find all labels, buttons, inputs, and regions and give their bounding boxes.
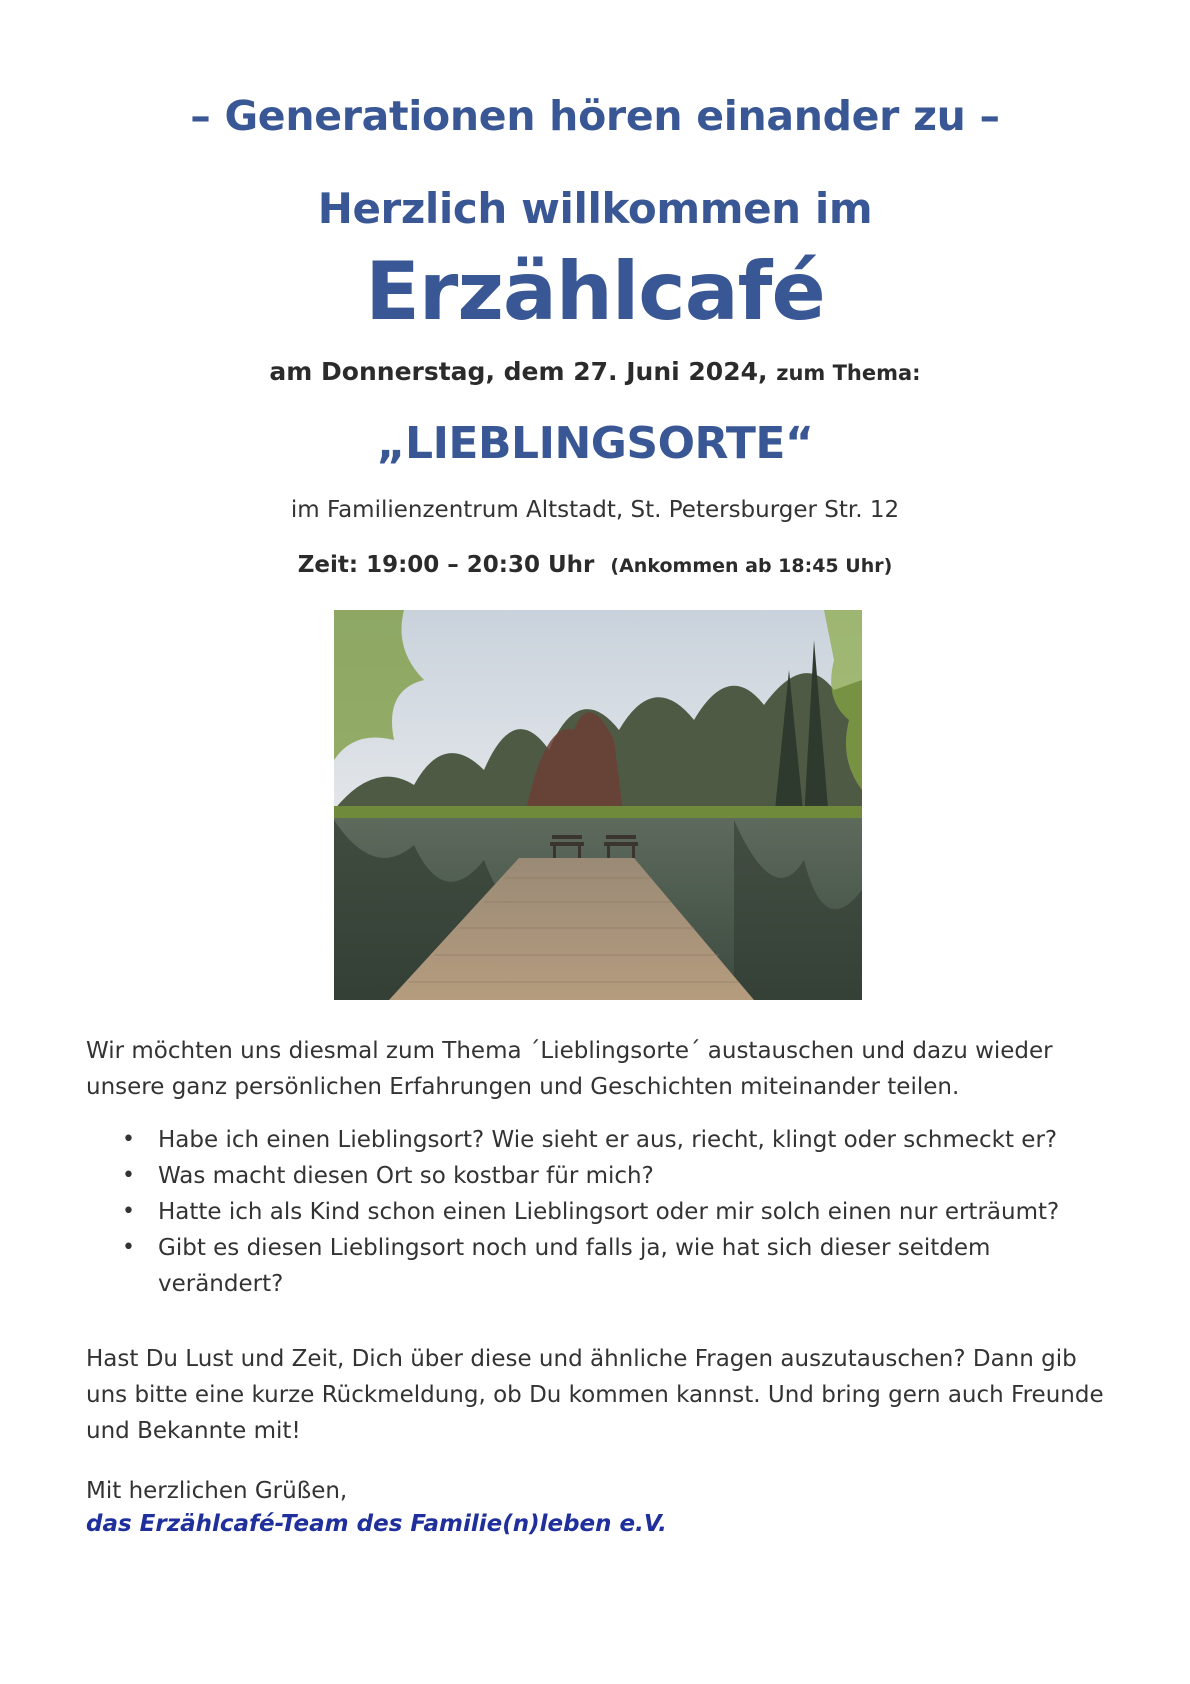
invitation-paragraph: Hast Du Lust und Zeit, Dich über diese und ähnliche Fragen auszutauschen? Dann gib uns bitte eine kurze Rückmeldung, ob Du kommen kannst. Und bring gern auch Freunde und Bekannte mit! [86, 1346, 1104, 1444]
welcome-heading: Herzlich willkommen im [317, 184, 873, 233]
list-item-text: Was macht diesen Ort so kostbar für mich? [158, 1163, 654, 1189]
event-location: im Familienzentrum Altstadt, St. Petersburger Str. 12 [290, 497, 900, 523]
list-item [86, 1230, 1116, 1302]
list-item [86, 1122, 1116, 1158]
signature: das Erzählcafé-Team des Familie(n)leben e.V. [86, 1511, 667, 1537]
event-date-line [0, 357, 1190, 386]
closing-greeting: Mit herzlichen Grüßen, [86, 1478, 348, 1504]
bullet-icon: • [122, 1163, 135, 1188]
arrival-note: (Ankommen ab 18:45 Uhr) [610, 555, 893, 577]
page-title: Erzählcafé [365, 245, 825, 338]
list-item-text: Hatte ich als Kind schon einen Lieblingsort oder mir solch einen nur erträumt? [158, 1199, 1060, 1225]
question-list [86, 1122, 1116, 1302]
event-date: am Donnerstag, dem 27. Juni 2024, [269, 357, 768, 386]
list-item-text: Gibt es diesen Lieblingsort noch und falls ja, wie hat sich dieser seitdem verändert? [158, 1235, 991, 1297]
list-item [86, 1194, 1116, 1230]
intro-paragraph: Wir möchten uns diesmal zum Thema ´Lieblingsorte´ austauschen und dazu wieder unsere ganz persönlichen Erfahrungen und Geschichten miteinander teilen. [86, 1038, 1053, 1100]
tagline: – Generationen hören einander zu – [190, 92, 1000, 140]
lake-jetty-photo [334, 610, 862, 1000]
bullet-icon: • [122, 1127, 135, 1152]
bullet-icon: • [122, 1235, 135, 1260]
bullet-icon: • [122, 1199, 135, 1224]
list-item [86, 1158, 1116, 1194]
event-topic: „LIEBLINGSORTE“ [376, 418, 814, 469]
event-time-line [0, 552, 1190, 578]
event-time: Zeit: 19:00 – 20:30 Uhr [297, 552, 595, 578]
list-item-text: Habe ich einen Lieblingsort? Wie sieht er aus, riecht, klingt oder schmeckt er? [158, 1127, 1058, 1153]
topic-intro: zum Thema: [776, 361, 921, 385]
